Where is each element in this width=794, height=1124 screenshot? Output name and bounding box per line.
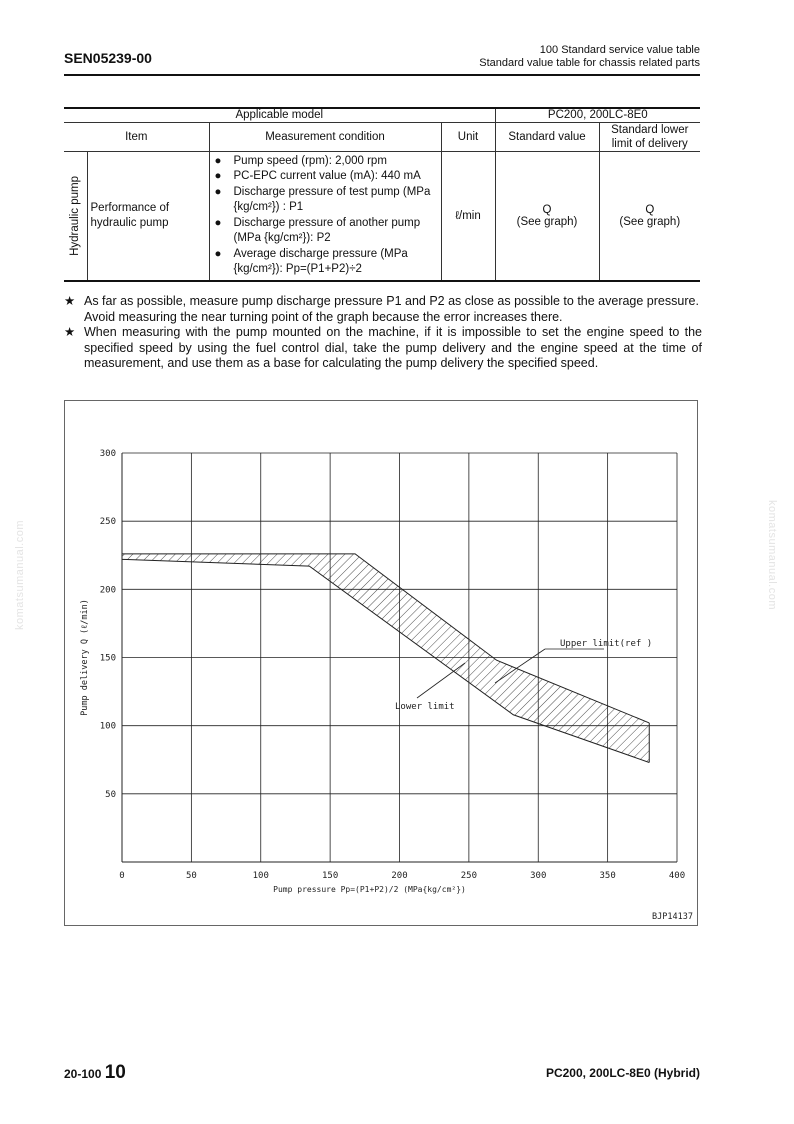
x-tick-label: 350 (599, 871, 616, 881)
upper-limit-annotation: Upper limit(ref ) (560, 639, 653, 649)
section-subtitle: Standard value table for chassis related parts (479, 57, 700, 69)
x-axis-title: Pump pressure Pp=(P1+P2)/2 (MPa{kg/cm²}) (273, 885, 466, 894)
watermark-text: komatsumanual.com (14, 520, 26, 630)
x-tick-label: 50 (185, 871, 197, 881)
y-tick-label: 100 (99, 721, 116, 732)
star-icon: ★ (64, 325, 76, 339)
watermark-right (766, 500, 778, 610)
y-tick-label: 150 (99, 653, 116, 664)
spec-table (64, 107, 700, 282)
lower-limit-value: Q (645, 203, 655, 216)
y-tick-label: 200 (99, 585, 116, 596)
footer-model: PC200, 200LC-8E0 (Hybrid) (545, 1066, 700, 1080)
condition-item (212, 247, 439, 278)
bullet-icon: ● (214, 154, 222, 167)
lower-limit-annotation: Lower limit (395, 702, 455, 712)
note-text: As far as possible, measure pump discharge pressure P1 and P2 as close as possible to the average pressure. (84, 294, 699, 308)
conditions-cell (209, 151, 441, 281)
notes (64, 294, 702, 372)
bullet-icon: ● (214, 247, 222, 260)
x-tick-label: 300 (530, 871, 547, 881)
x-tick-label: 400 (668, 871, 686, 881)
y-axis-title: Pump delivery Q (ℓ/min) (80, 599, 90, 716)
item-label: Performance of hydraulic pump (87, 151, 209, 281)
standard-value: Q (542, 203, 552, 216)
column-lower-limit: Standard lower limit of delivery (599, 122, 700, 151)
lower-limit-note: (See graph) (619, 215, 681, 228)
x-tick-label: 150 (321, 871, 339, 881)
x-tick-label: 100 (252, 871, 269, 881)
bullet-icon: ● (214, 170, 222, 182)
document-code: SEN05239-00 (64, 50, 152, 66)
footer-page (64, 1062, 126, 1084)
bullet-icon: ● (214, 216, 222, 229)
conditions-list (212, 154, 439, 278)
tolerance-band (122, 554, 649, 763)
note-item (64, 294, 702, 325)
model-name: PC200, 200LC-8E0 (495, 108, 700, 122)
condition-text: Average discharge pressure (MPa {kg/cm²}): Pp=(P1+P2)÷2 (233, 247, 408, 275)
watermark-text: komatsumanual.com (766, 500, 778, 610)
chart-svg (65, 401, 697, 925)
y-tick-label: 300 (99, 449, 116, 459)
note-item (64, 325, 702, 372)
star-icon: ★ (64, 294, 76, 308)
y-tick-label: 250 (99, 517, 116, 528)
pump-delivery-chart (64, 400, 698, 926)
group-label: Hydraulic pump (69, 175, 82, 256)
section-title: 100 Standard service value table (539, 44, 700, 56)
standard-note: (See graph) (516, 215, 578, 228)
unit-value: ℓ/min (441, 151, 495, 281)
revision-number: 10 (104, 1062, 126, 1083)
note-text: When measuring with the pump mounted on the machine, if it is impossible to set the engine speed to the specified speed by using the fuel control dial, take the pump delivery and the engine speed at the time of measurement, and use them as a base for calculating the pump delivery the specified speed. (84, 325, 702, 370)
header-rule (64, 74, 700, 76)
applicable-model-label: Applicable model (64, 108, 495, 122)
column-standard: Standard value (495, 122, 599, 151)
column-unit: Unit (441, 122, 495, 151)
column-condition: Measurement condition (209, 122, 441, 151)
condition-text: Discharge pressure of another pump (MPa {kg/cm²}): P2 (233, 216, 421, 244)
x-tick-label: 0 (119, 871, 125, 881)
note-text: Avoid measuring the near turning point of the graph because the error increases there. (84, 309, 563, 324)
lower-limit-leader (417, 663, 465, 698)
condition-item (212, 185, 439, 216)
condition-item (212, 216, 439, 247)
standard-value-cell (495, 151, 599, 281)
x-tick-label: 200 (391, 871, 408, 881)
group-cell (64, 151, 87, 281)
bullet-icon: ● (214, 185, 222, 198)
condition-item (212, 154, 439, 170)
page-number: 20-100 (64, 1067, 102, 1081)
condition-text: Discharge pressure of test pump (MPa {kg/cm²}) : P1 (233, 185, 431, 213)
lower-limit-cell (599, 151, 700, 281)
condition-text: Pump speed (rpm): 2,000 rpm (233, 154, 387, 167)
condition-item (212, 169, 439, 185)
watermark-left (14, 520, 26, 630)
figure-id: BJP14137 (652, 912, 693, 922)
condition-text: PC-EPC current value (mA): 440 mA (233, 170, 421, 182)
column-item: Item (64, 122, 209, 151)
x-tick-label: 250 (460, 871, 478, 881)
y-tick-label: 50 (105, 789, 116, 800)
section-heading (479, 44, 700, 70)
